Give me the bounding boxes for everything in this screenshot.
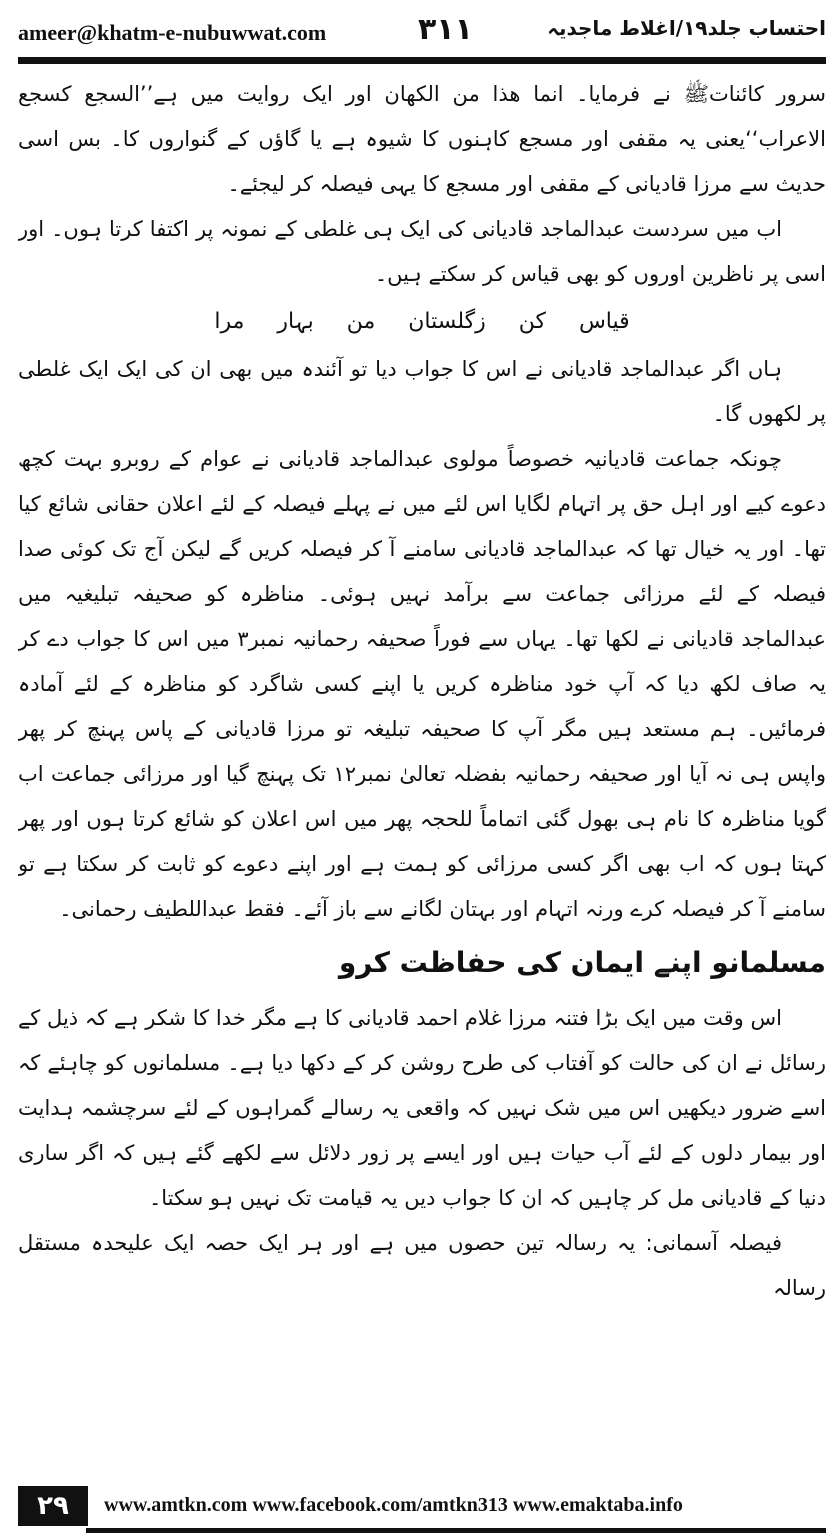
header-email[interactable]: ameer@khatm-e-nubuwwat.com: [18, 20, 327, 45]
paragraph-6: فیصلہ آسمانی: یہ رسالہ تین حصوں میں ہے اور ہر ایک حصہ ایک علیحدہ مستقل رسالہ: [18, 1231, 826, 1300]
footer-rule: [86, 1528, 826, 1533]
page-body: [18, 72, 826, 1460]
footer-urls[interactable]: www.amtkn.com www.facebook.com/amtkn313 www.emaktaba.info: [104, 1494, 683, 1516]
section-heading: مسلمانو اپنے ایمان کی حفاظت کرو: [338, 946, 826, 979]
header-rule: [18, 57, 826, 64]
paragraph-2: اب میں سردست عبدالماجد قادیانی کی ایک ہی غلطی کے نمونہ پر اکتفا کرتا ہوں۔ اور اسی پر ناظرین اوروں کو بھی قیاس کر سکتے ہیں۔: [18, 217, 826, 286]
header-book-title: احتساب جلد۱۹/اغلاط ماجدیہ: [547, 16, 826, 40]
paragraph-1: سرور کائناتﷺ نے فرمایا۔ انما ھذا من الکھان اور ایک روایت میں ہے’’السجع کسجع الاعراب‘‘یعنی یہ مقفی اور مسجع کاہنوں کا شیوہ ہے یا گاؤں کے گنواروں کا۔ بس اسی حدیث سے مرزا قادیانی کے مقفی اور مسجع کا یہی فیصلہ کر لیجئے۔: [18, 82, 826, 196]
paragraph-5: اس وقت میں ایک بڑا فتنہ مرزا غلام احمد قادیانی کا ہے مگر خدا کا شکر ہے کہ ذیل کے رسائل نے ان کی حالت کو آفتاب کی طرح روشن کر کے دکھا دیا ہے۔ مسلمانوں کو چاہئے کہ اسے ضرور دیکھیں اس میں شک نہیں کہ واقعی یہ رسالے گمراہوں کے لئے سرچشمہ ہدایت اور بیمار دلوں کے لئے آب حیات ہیں اور ایسے پر زور دلائل سے لکھے گئے ہیں کہ اگر ساری دنیا کے قادیانی مل کر چاہیں کہ ان کا جواب دیں یہ قیامت تک نہیں ہو سکتا۔: [18, 1006, 826, 1210]
header-page-number: ۳۱۱: [418, 12, 473, 47]
footer-page-number: ۲۹: [18, 1486, 88, 1526]
page-header: [18, 10, 826, 50]
page-footer: [18, 1486, 826, 1526]
paragraph-3: ہاں اگر عبدالماجد قادیانی نے اس کا جواب دیا تو آئندہ میں بھی ان کی ایک ایک غلطی پر لکھوں گا۔: [18, 357, 826, 426]
paragraph-4: چونکہ جماعت قادیانیہ خصوصاً مولوی عبدالماجد قادیانی نے عوام کے روبرو بہت کچھ دعوے کیے اور اہل حق پر اتہام لگایا اس لئے میں نے پہلے فیصلہ کے لئے اعلان حقانی شائع کیا تھا۔ اور یہ خیال تھا کہ عبدالماجد قادیانی سامنے آ کر فیصلہ کریں گے لیکن آج تک کوئی صدا فیصلہ کے لئے مرزائی جماعت سے برآمد نہیں ہوئی۔ مناظرہ کو صحیفہ تبلیغیہ میں عبدالماجد قادیانی نے لکھا تھا۔ یہاں سے فوراً صحیفہ رحمانیہ نمبر۳ میں اس کا جواب دے کر یہ صاف لکھ دیا کہ آپ خود مناظرہ کریں یا اپنے کسی شاگرد کو مناظرہ کے لئے آمادہ فرمائیں۔ ہم مستعد ہیں مگر آپ کا صحیفہ تبلیغہ تو مرزا قادیانی کے پاس پہنچ کر پھر واپس ہی نہ آیا اور صحیفہ رحمانیہ بفضلہ تعالیٰ نمبر۱۲ تک پہنچ گیا اور مرزائی جماعت اب گویا مناظرہ کا نام ہی بھول گئی اتماماً للحجہ پھر میں اس اعلان کو شائع کرتا ہوں اور پھر کہتا ہوں کہ اب بھی اگر کسی مرزائی کو ہمت ہے اور اپنے دعوے کو ثابت کر سکتا ہے تو سامنے آ کر فیصلہ کرے ورنہ اتہام اور بہتان لگانے سے باز آئے۔ فقط عبداللطیف رحمانی۔: [18, 447, 826, 921]
persian-verse: قیاس کن زگلستان من بہار مرا: [214, 309, 630, 334]
